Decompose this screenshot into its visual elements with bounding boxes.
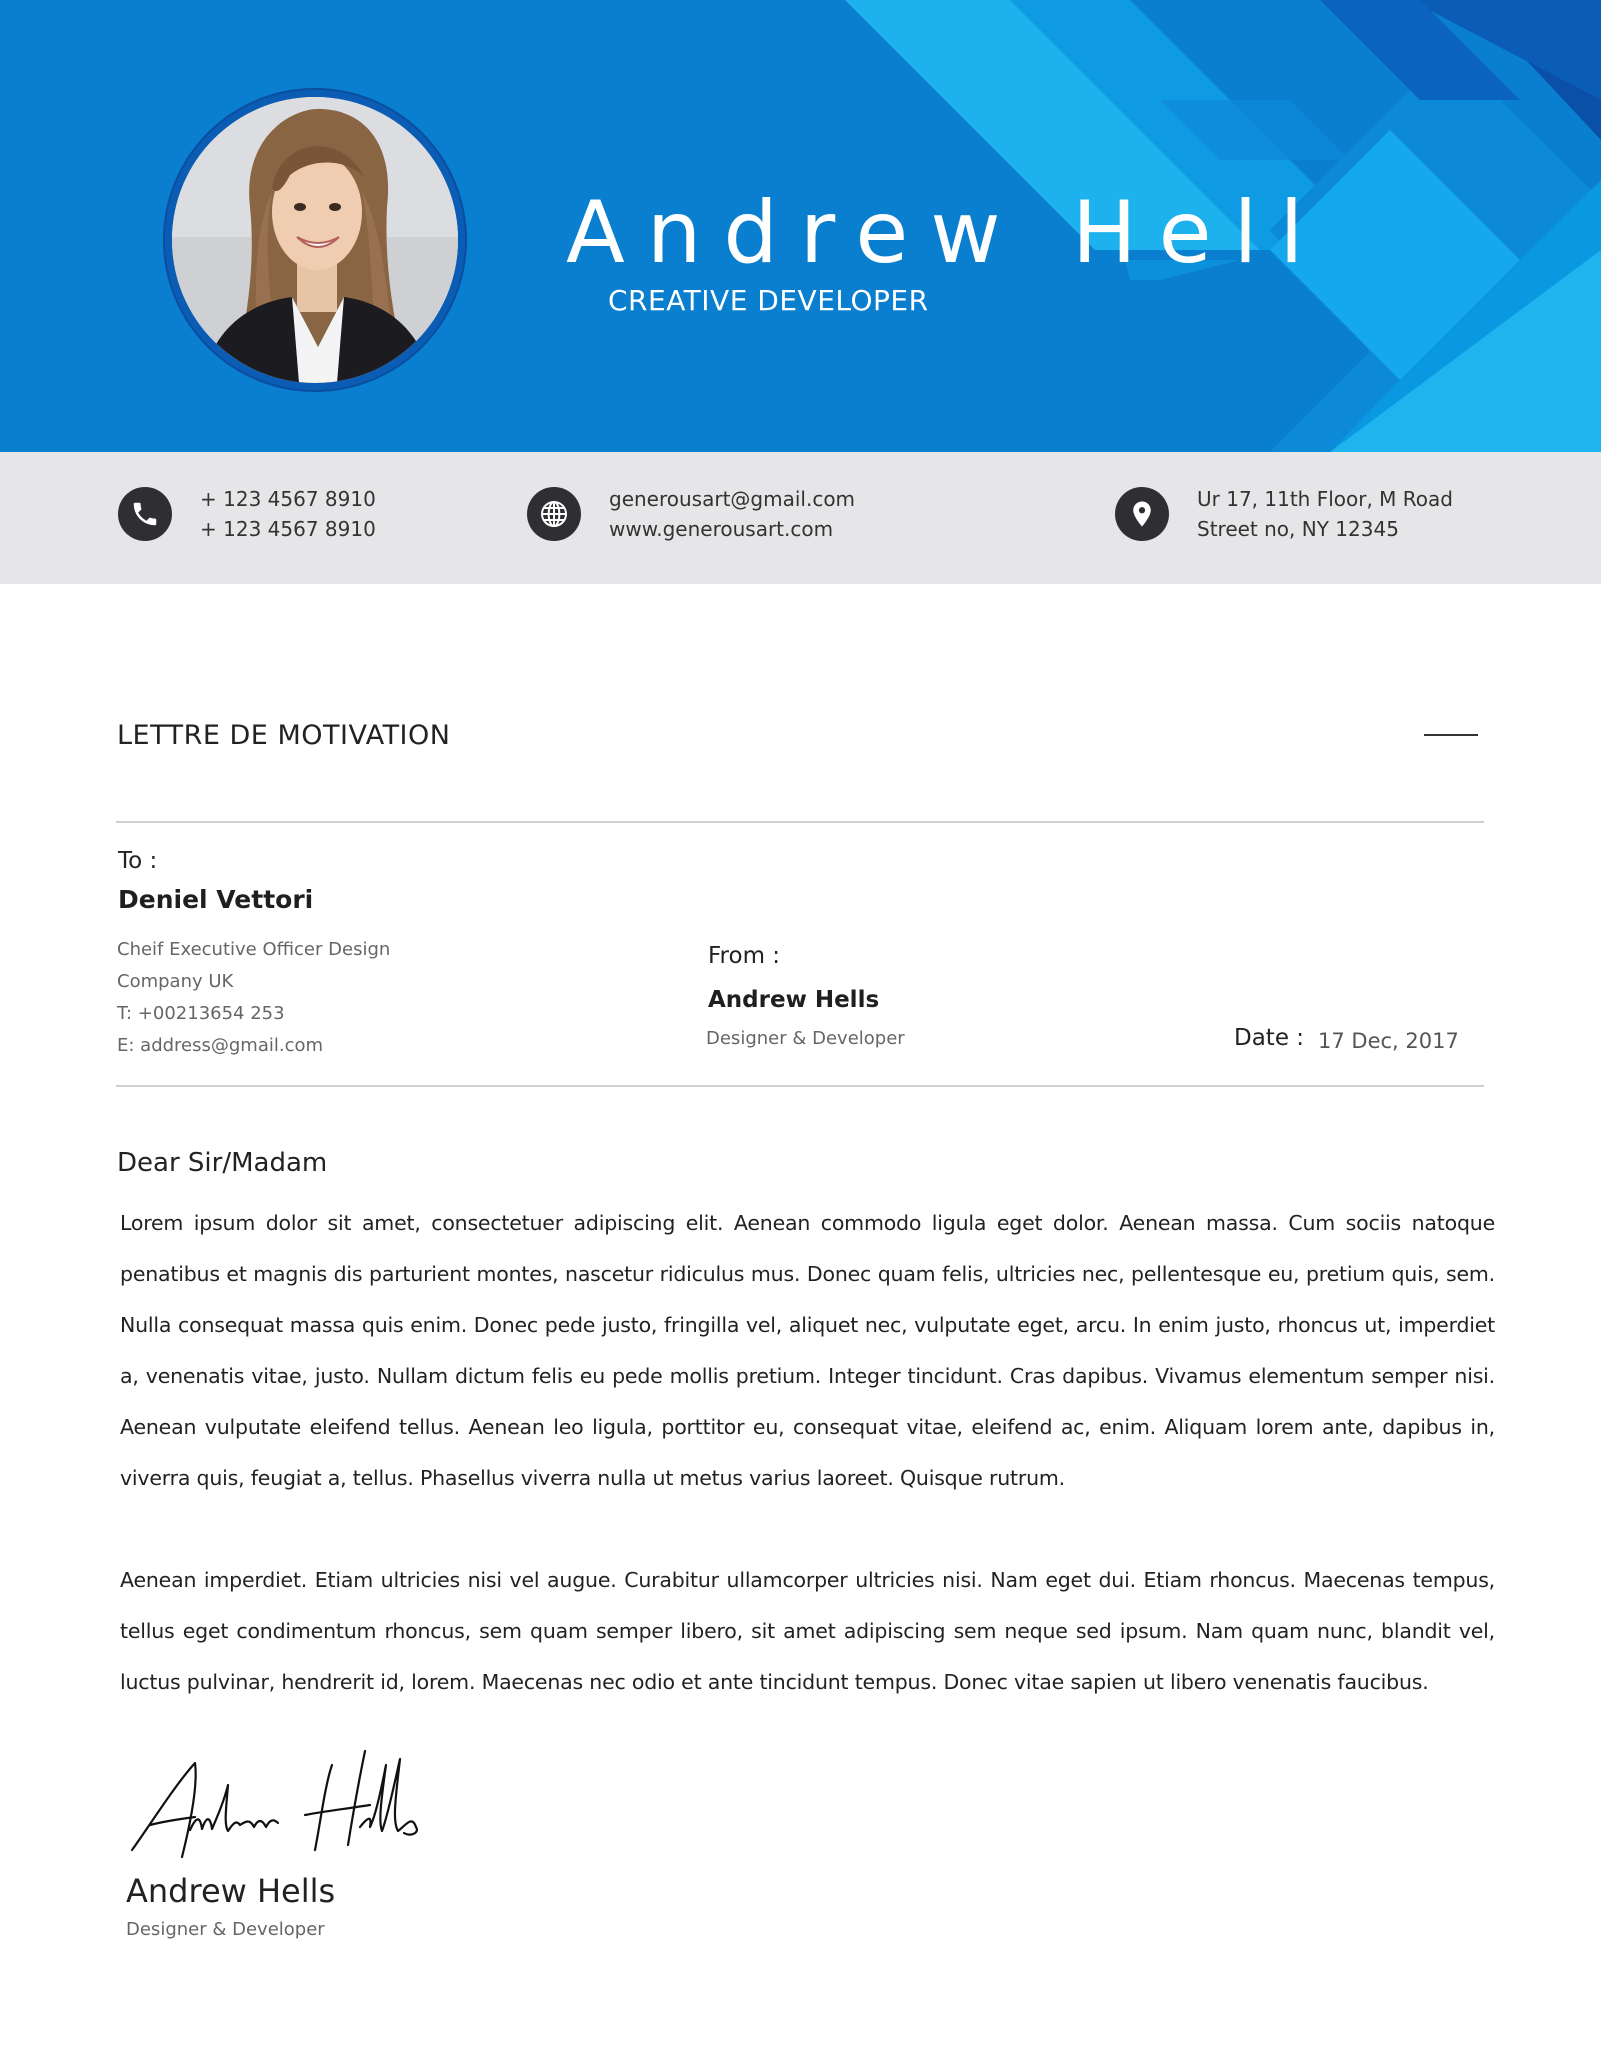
body-paragraph-2: Aenean imperdiet. Etiam ultricies nisi vel augue. Curabitur ullamcorper ultricies nisi. Nam eget dui. Etiam rhoncus. Maecenas tempus, tellus eget condimentum rhoncus, sem quam semper libero, sit amet adipiscing sem neque sed ipsum. Nam quam nunc, blandit vel, luctus pulvinar, hendrerit id, lorem. Maecenas nec odio et ante tincidunt tempus. Donec vitae sapien ut libero venenatis faucibus. <box>120 1568 1495 1694</box>
contact-phone <box>118 484 376 544</box>
candidate-name: Andrew Hell <box>566 183 1326 283</box>
recipient-name: Deniel Vettori <box>118 885 314 914</box>
signatory-name: Andrew Hells <box>126 1872 336 1910</box>
contact-address <box>1115 484 1453 544</box>
recipient-phone: T: +00213654 253 <box>117 1003 285 1024</box>
body-paragraph-1: Lorem ipsum dolor sit amet, consectetuer adipiscing elit. Aenean commodo ligula eget dolor. Aenean massa. Cum sociis natoque penatibus et magnis dis parturient montes, nascetur ridiculus mus. Donec quam felis, ultricies nec, pellentesque eu, pretium quis, sem. Nulla consequat massa quis enim. Donec pede justo, fringilla vel, aliquet nec, vulputate eget, arcu. In enim justo, rhoncus ut, imperdiet a, venenatis vitae, justo. Nullam dictum felis eu pede mollis pretium. Integer tincidunt. Cras dapibus. Vivamus elementum semper nisi. Aenean vulputate eleifend tellus. Aenean leo ligula, porttitor eu, consequat vitae, eleifend ac, enim. Aliquam lorem ante, dapibus in, viverra quis, feugiat a, tellus. Phasellus viverra nulla ut metus varius laoreet. Quisque rutrum. <box>120 1211 1495 1490</box>
globe-icon <box>527 487 581 541</box>
phone-icon <box>118 487 172 541</box>
profile-photo <box>172 97 458 383</box>
header-banner <box>0 0 1601 452</box>
address-line-1: Ur 17, 11th Floor, M Road <box>1197 487 1453 511</box>
from-label: From : <box>708 943 781 969</box>
date-label: Date : <box>1234 1025 1305 1051</box>
profile-photo-illustration <box>172 97 458 383</box>
phone-line-2: + 123 4567 8910 <box>200 517 376 541</box>
greeting: Dear Sir/Madam <box>117 1148 328 1178</box>
handwritten-signature <box>120 1745 440 1875</box>
recipient-role: Cheif Executive Officer Design <box>117 939 391 960</box>
website-text[interactable]: www.generousart.com <box>609 517 834 541</box>
contact-web <box>527 484 855 544</box>
address-line-2: Street no, NY 12345 <box>1197 517 1399 541</box>
contact-bar <box>0 452 1601 584</box>
title-dash-divider <box>1424 734 1478 736</box>
divider-top <box>116 821 1484 823</box>
candidate-job-title: CREATIVE DEVELOPER <box>608 284 929 317</box>
recipient-details <box>117 934 390 1062</box>
location-pin-icon <box>1115 487 1169 541</box>
recipient-company: Company UK <box>117 971 234 992</box>
signatory-role: Designer & Developer <box>126 1919 325 1940</box>
phone-line-1: + 123 4567 8910 <box>200 487 376 511</box>
divider-bottom <box>116 1085 1484 1087</box>
recipient-email: E: address@gmail.com <box>117 1035 324 1056</box>
sender-name: Andrew Hells <box>708 987 880 1013</box>
date-value: 17 Dec, 2017 <box>1318 1029 1459 1053</box>
email-text[interactable]: generousart@gmail.com <box>609 487 856 511</box>
sender-role: Designer & Developer <box>706 1028 905 1049</box>
profile-photo-frame <box>163 88 467 392</box>
to-label: To : <box>118 848 158 874</box>
section-title: LETTRE DE MOTIVATION <box>117 720 451 751</box>
